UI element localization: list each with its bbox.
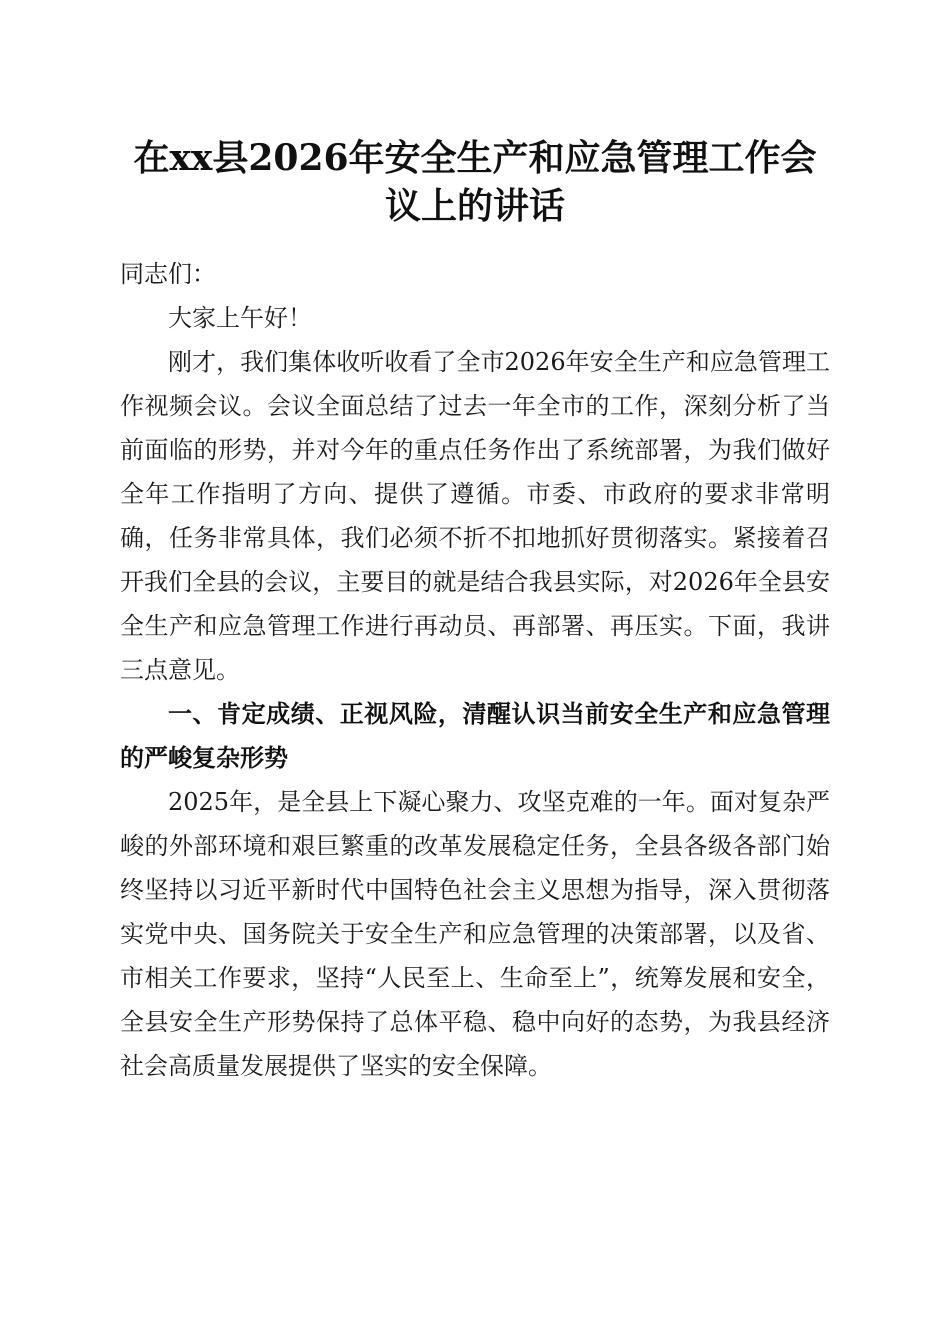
- document-title: 在xx县2026年安全生产和应急管理工作会议上的讲话: [133, 137, 817, 227]
- greeting: 大家上午好！: [168, 304, 312, 332]
- section-1-paragraph: 2025年，是全县上下凝心聚力、攻坚克难的一年。面对复杂严峻的外部环境和艰巨繁重的改革发展稳定任务，全县各级各部门始终坚持以习近平新时代中国特色社会主义思想为指导，深入贯彻落实党中央、国务院关于安全生产和应急管理的决策部署，以及省、市相关工作要求，坚持“人民至上、生命至上”，统筹发展和安全，全县安全生产形势保持了总体平稳、稳中向好的态势，为我县经济社会高质量发展提供了坚实的安全保障。: [120, 788, 830, 1080]
- section-heading-1: 一、肯定成绩、正视风险，清醒认识当前安全生产和应急管理的严峻复杂形势: [120, 700, 830, 772]
- opening-paragraph: 刚才，我们集体收听收看了全市2026年安全生产和应急管理工作视频会议。会议全面总结了过去一年全市的工作，深刻分析了当前面临的形势，并对今年的重点任务作出了系统部署，为我们做好全年工作指明了方向、提供了遵循。市委、市政府的要求非常明确，任务非常具体，我们必须不折不扣地抓好贯彻落实。紧接着召开我们全县的会议，主要目的就是结合我县实际，对2026年全县安全生产和应急管理工作进行再动员、再部署、再压实。下面，我讲三点意见。: [120, 348, 830, 684]
- salutation: 同志们：: [120, 260, 216, 288]
- document-body: [120, 252, 830, 1088]
